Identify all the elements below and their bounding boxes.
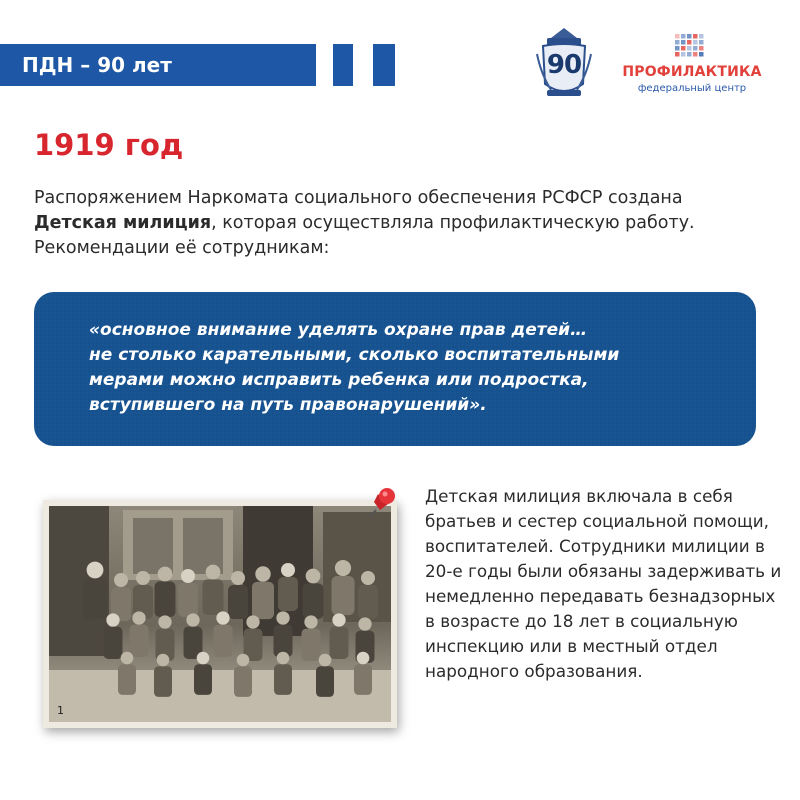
logo-grid-cell bbox=[693, 34, 698, 39]
logo-grid-cell bbox=[699, 34, 704, 39]
logo-subtitle: федеральный центр bbox=[637, 83, 747, 94]
intro-paragraph bbox=[34, 186, 734, 261]
logo-grid-cell bbox=[687, 40, 692, 45]
emblem-number: 90 bbox=[546, 50, 582, 80]
pdn-90-emblem bbox=[533, 24, 595, 102]
logo-grid-cell bbox=[681, 40, 686, 45]
quote-line: «основное внимание уделять охране прав детей… bbox=[89, 320, 588, 340]
header-bar-decor bbox=[333, 44, 353, 86]
logo-grid-cell bbox=[699, 40, 704, 45]
intro-bold-term: Детская милиция bbox=[34, 213, 212, 233]
children-group-photo bbox=[43, 500, 397, 728]
intro-text: , которая осуществляла профилактическую работу. Рекомендации её сотрудникам: bbox=[34, 213, 695, 258]
logo-name: ПРОФИЛАКТИКА bbox=[622, 64, 762, 80]
quote-box bbox=[34, 292, 756, 446]
logo-grid-cell bbox=[681, 52, 686, 57]
logo-grid-cell bbox=[687, 46, 692, 51]
logo-grid-cell bbox=[693, 40, 698, 45]
quote-line: вступившего на путь правонарушений». bbox=[89, 395, 487, 415]
logo-grid-cell bbox=[699, 46, 704, 51]
year-heading: 1919 год bbox=[34, 128, 184, 162]
header-title: ПДН – 90 лет bbox=[22, 53, 172, 77]
logo-grid-cell bbox=[675, 34, 680, 39]
profilaktika-logo-icon bbox=[675, 34, 705, 58]
logo-grid-cell bbox=[699, 52, 704, 57]
logo-grid-cell bbox=[681, 46, 686, 51]
photo-number: 1 bbox=[57, 704, 64, 717]
logo-grid-cell bbox=[687, 52, 692, 57]
logo-grid-cell bbox=[693, 52, 698, 57]
quote-line: мерами можно исправить ребенка или подростка, bbox=[89, 370, 589, 390]
quote-line: не столько карательными, сколько воспитательными bbox=[89, 345, 620, 365]
logo-grid-cell bbox=[687, 34, 692, 39]
intro-text: Распоряжением Наркомата социального обеспечения РСФСР создана bbox=[34, 188, 683, 208]
logo-grid-cell bbox=[675, 40, 680, 45]
logo-grid-cell bbox=[693, 46, 698, 51]
header-bar-decor bbox=[373, 44, 395, 86]
quote-text bbox=[89, 318, 739, 418]
push-pin-icon bbox=[366, 484, 400, 518]
side-paragraph: Детская милиция включала в себя братьев и сестер социальной помощи, воспитателей. Сотрудники милиции в 20-е годы были обязаны задерживать и немедленно передавать безнадзорных в возрасте до 18 лет в социальную инспекцию или в местный отдел народного образования. bbox=[425, 486, 782, 681]
header-banner bbox=[0, 44, 316, 86]
historical-photo bbox=[43, 500, 397, 728]
logo-grid-cell bbox=[681, 34, 686, 39]
logo-grid-cell bbox=[675, 46, 680, 51]
logo-grid-cell bbox=[675, 52, 680, 57]
